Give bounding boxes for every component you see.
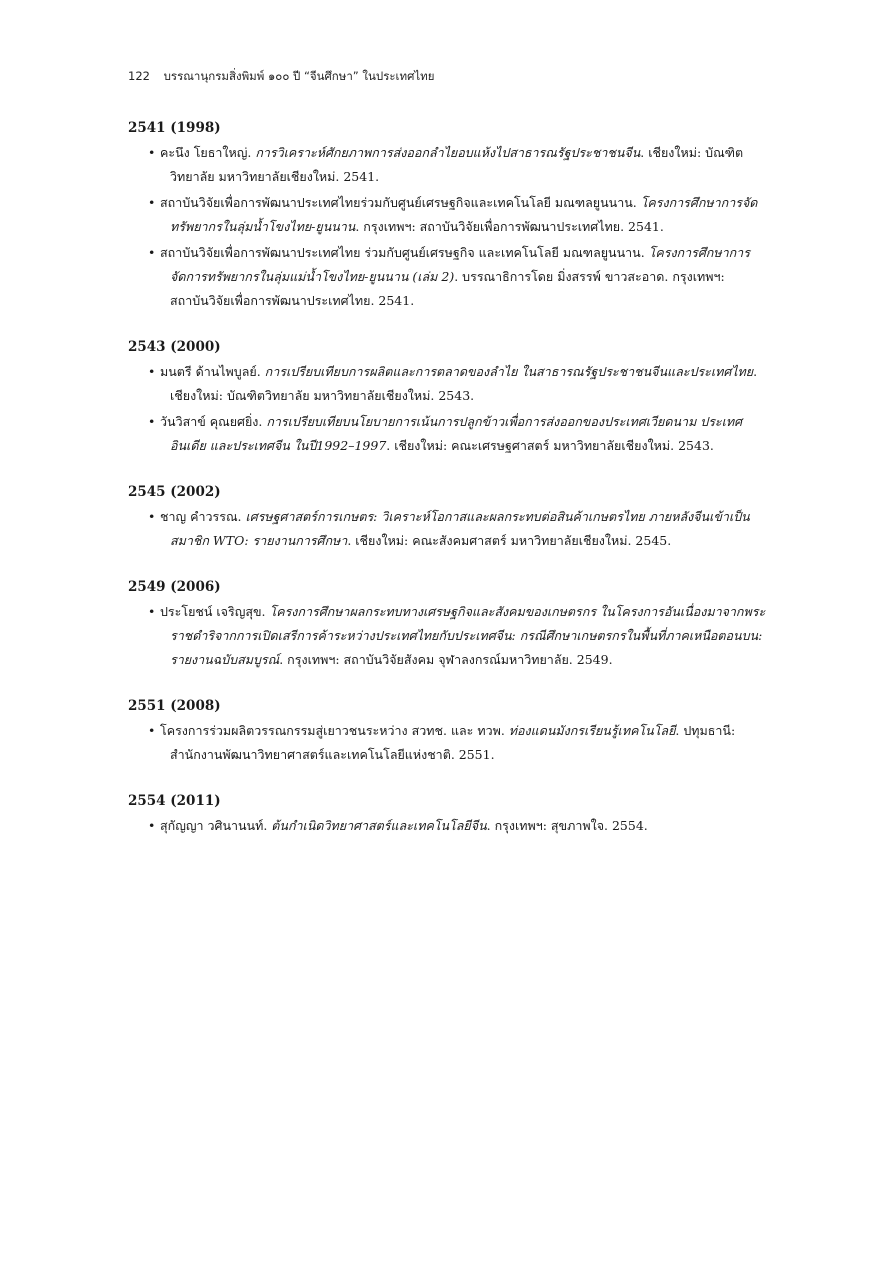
entry-list — [128, 141, 768, 313]
entry-list — [128, 600, 768, 672]
entry-list — [128, 814, 768, 838]
bullet-icon: • — [148, 145, 156, 160]
year-heading: 2543 (2000) — [128, 339, 221, 355]
entry-publication: . บรรณาธิการโดย มิ่งสรรพ์ ขาวสะอาด. กรุงเทพฯ: สถาบันวิจัยเพื่อการพัฒนาประเทศไทย. 2541. — [170, 269, 725, 308]
entry-publication: . เชียงใหม่: บัณฑิตวิทยาลัย มหาวิทยาลัยเชียงใหม่. 2541. — [170, 145, 744, 184]
year-heading: 2549 (2006) — [128, 579, 221, 595]
bullet-icon: • — [148, 245, 156, 260]
bullet-icon: • — [148, 818, 156, 833]
entry-author: ชาญ คำวรรณ. — [160, 509, 246, 524]
entry-title: โครงการศึกษาการจัดการทรัพยากรในลุ่มแม่น้ำโขงไทย-ยูนนาน (เล่ม 2) — [170, 245, 750, 284]
year-heading: 2554 (2011) — [128, 793, 221, 809]
entry-list — [128, 719, 768, 767]
entry-title: ต้นกำเนิดวิทยาศาสตร์และเทคโนโลยีจีน — [271, 818, 487, 833]
year-section — [128, 791, 768, 838]
entry-publication: . กรุงเทพฯ: สุขภาพใจ. 2554. — [486, 818, 648, 833]
entry-title: การเปรียบเทียบนโยบายการเน้นการปลูกข้าวเพื่อการส่งออกของประเทศเวียดนาม ประเทศอินเดีย และประเทศจีน ในปี1992–1997 — [170, 414, 743, 453]
running-title: บรรณานุกรมสิ่งพิมพ์ ๑๐๐ ปี “จีนศึกษา” ในประเทศไทย — [163, 69, 435, 83]
year-section — [128, 118, 768, 313]
entry-title: ท่องแดนมังกรเรียนรู้เทคโนโลยี — [508, 723, 676, 738]
bibliography-entry — [128, 600, 768, 672]
running-header — [128, 68, 434, 86]
bullet-icon: • — [148, 604, 156, 619]
year-section — [128, 696, 768, 767]
entry-author: ประโยชน์ เจริญสุข. — [160, 604, 270, 619]
entry-title: โครงการศึกษาการจัดทรัพยากรในลุ่มน้ำโขงไทย-ยูนนาน — [170, 195, 758, 234]
entry-list — [128, 360, 768, 458]
bibliography-entry — [128, 505, 768, 553]
entry-author: สุกัญญา วศินานนท์. — [160, 818, 272, 833]
bibliography-body — [128, 118, 768, 862]
entry-title: โครงการศึกษาผลกระทบทางเศรษฐกิจและสังคมของเกษตรกร ในโครงการอันเนื่องมาจากพระราชดำริจากการเปิดเสรีการค้าระหว่างประเทศไทยกับประเทศจีน: กรณีศึกษาเกษตรกรในพื้นที่ภาคเหนือตอนบน: รายงานฉบับสมบูรณ์ — [170, 604, 766, 667]
bibliography-entry — [128, 191, 768, 239]
entry-title: การวิเคราะห์ศักยภาพการส่งออกลำไยอบแห้งไปสาธารณรัฐประชาชนจีน — [255, 145, 641, 160]
bullet-icon: • — [148, 509, 156, 524]
year-section — [128, 337, 768, 458]
entry-list — [128, 505, 768, 553]
bibliography-entry — [128, 410, 768, 458]
entry-author: สถาบันวิจัยเพื่อการพัฒนาประเทศไทย ร่วมกับศูนย์เศรษฐกิจ และเทคโนโลยี มณฑลยูนนาน. — [160, 245, 649, 260]
entry-publication: . กรุงเทพฯ: สถาบันวิจัยเพื่อการพัฒนาประเทศไทย. 2541. — [355, 219, 664, 234]
entry-publication: . เชียงใหม่: บัณฑิตวิทยาลัย มหาวิทยาลัยเชียงใหม่. 2543. — [170, 364, 758, 403]
bibliography-entry — [128, 241, 768, 313]
year-heading: 2551 (2008) — [128, 698, 221, 714]
entry-author: มนตรี ด้านไพบูลย์. — [160, 364, 265, 379]
bibliography-entry — [128, 141, 768, 189]
bullet-icon: • — [148, 723, 156, 738]
entry-author: วันวิสาข์ คุณยศยิ่ง. — [160, 414, 267, 429]
bibliography-entry — [128, 719, 768, 767]
entry-publication: . เชียงใหม่: คณะเศรษฐศาสตร์ มหาวิทยาลัยเชียงใหม่. 2543. — [386, 438, 714, 453]
year-section — [128, 577, 768, 672]
year-heading: 2545 (2002) — [128, 484, 221, 500]
year-heading: 2541 (1998) — [128, 120, 221, 136]
entry-title: เศรษฐศาสตร์การเกษตร: วิเคราะห์โอกาสและผลกระทบต่อสินค้าเกษตรไทย ภายหลังจีนเข้าเป็นสมาชิก WTO: รายงานการศึกษา — [170, 509, 750, 548]
entry-title: การเปรียบเทียบการผลิตและการตลาดของลำไย ในสาธารณรัฐประชาชนจีนและประเทศไทย — [264, 364, 754, 379]
bibliography-entry — [128, 360, 768, 408]
entry-publication: . ปทุมธานี: สำนักงานพัฒนาวิทยาศาสตร์และเทคโนโลยีแห่งชาติ. 2551. — [170, 723, 736, 762]
entry-author: โครงการร่วมผลิตวรรณกรรมสู่เยาวชนระหว่าง สวทช. และ ทวพ. — [160, 723, 509, 738]
bullet-icon: • — [148, 414, 156, 429]
entry-author: สถาบันวิจัยเพื่อการพัฒนาประเทศไทยร่วมกับศูนย์เศรษฐกิจและเทคโนโลยี มณฑลยูนนาน. — [160, 195, 641, 210]
entry-publication: . กรุงเทพฯ: สถาบันวิจัยสังคม จุฬาลงกรณ์มหาวิทยาลัย. 2549. — [279, 652, 613, 667]
year-section — [128, 482, 768, 553]
entry-author: คะนึง โยธาใหญ่. — [160, 145, 256, 160]
bullet-icon: • — [148, 364, 156, 379]
bibliography-entry — [128, 814, 768, 838]
bullet-icon: • — [148, 195, 156, 210]
page-number: 122 — [128, 69, 150, 83]
entry-publication: . เชียงใหม่: คณะสังคมศาสตร์ มหาวิทยาลัยเชียงใหม่. 2545. — [347, 533, 672, 548]
